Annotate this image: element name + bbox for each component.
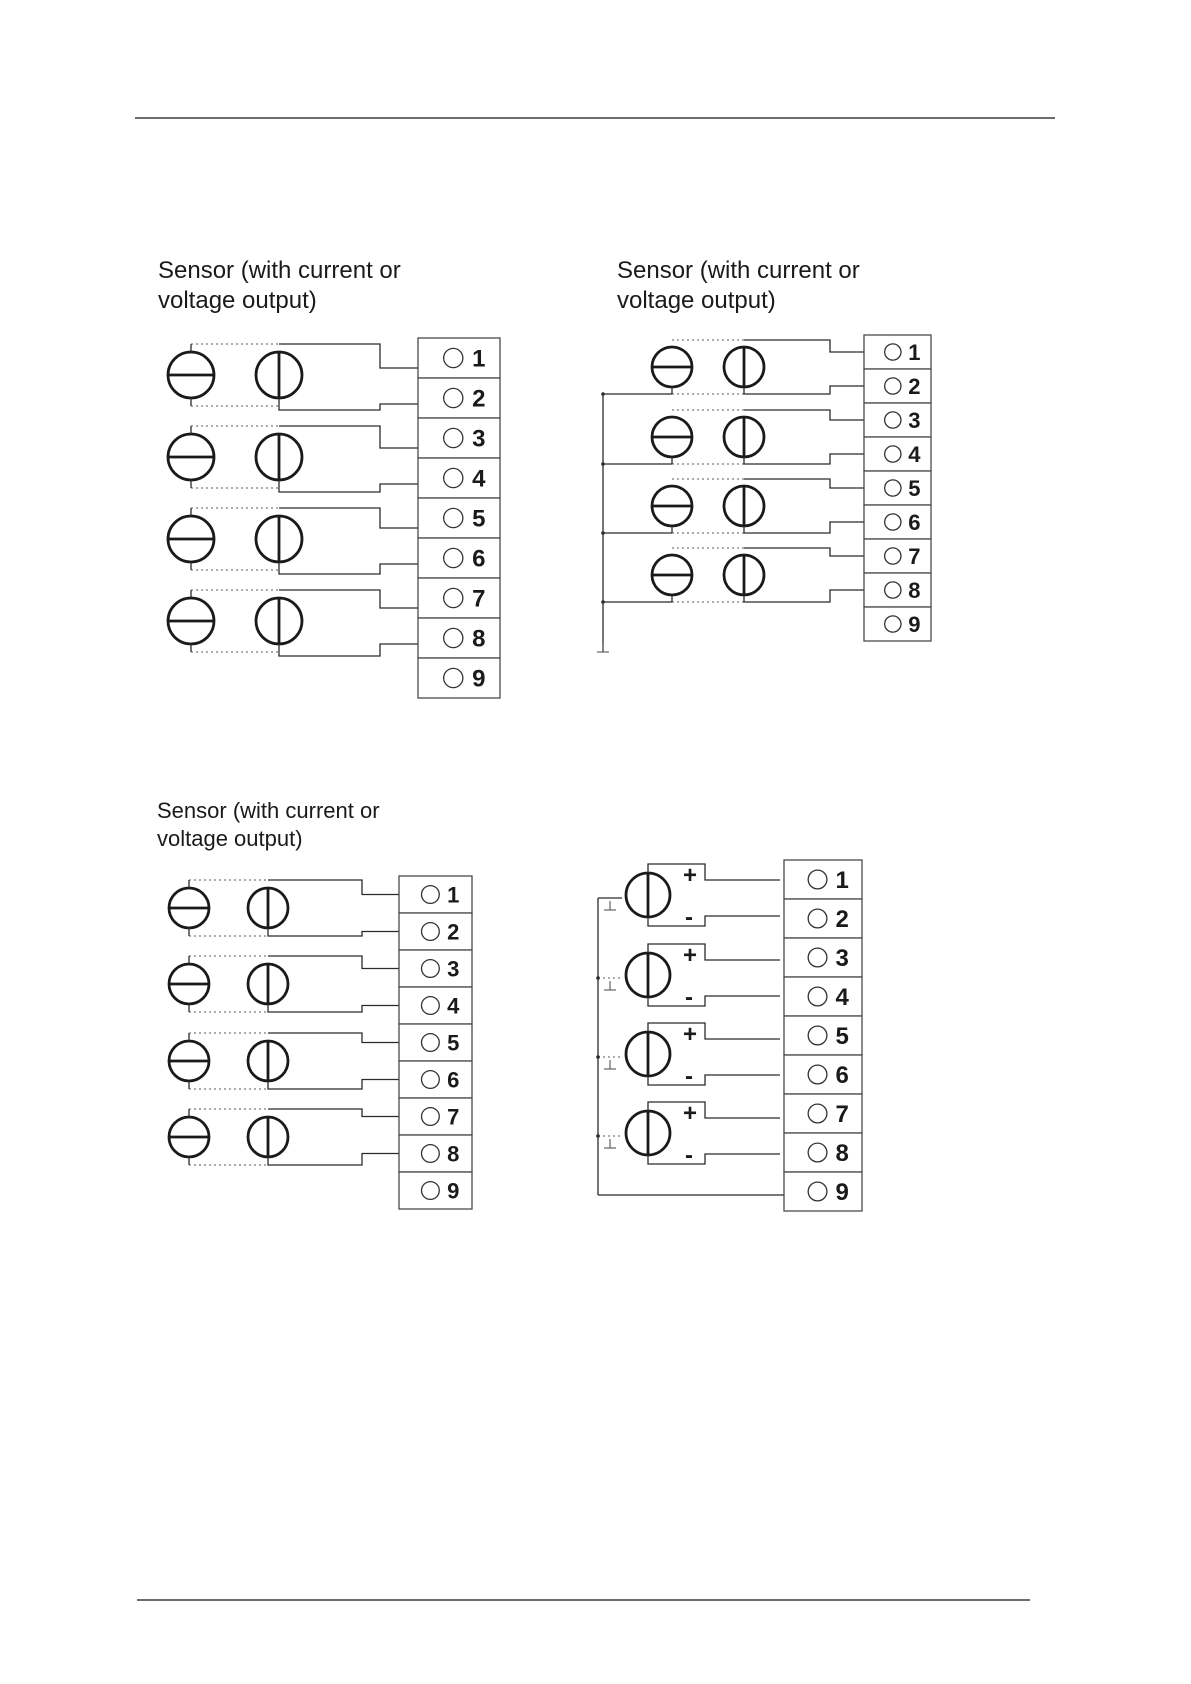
sensor-channel	[168, 426, 418, 492]
terminal-number: 4	[472, 465, 486, 493]
source-channel	[596, 1021, 780, 1090]
terminal-screw-icon	[444, 628, 463, 647]
wiring-diagram-a	[168, 338, 500, 698]
sensor-channel	[601, 548, 864, 604]
wire	[744, 454, 864, 464]
terminal-number: 7	[835, 1101, 849, 1129]
junction-dot	[601, 600, 605, 604]
terminal-number: 5	[835, 1023, 849, 1051]
wire	[279, 508, 418, 528]
terminal-number: 9	[835, 1179, 849, 1207]
source-channel	[604, 862, 780, 931]
terminal-screw-icon	[885, 378, 901, 394]
terminal-number: 7	[908, 543, 921, 569]
wiring-diagram-d	[596, 860, 862, 1211]
wire	[648, 1154, 780, 1164]
junction-dot	[596, 976, 600, 980]
terminal-number: 4	[908, 441, 921, 467]
terminal-number: 8	[835, 1140, 849, 1168]
terminal-number: 7	[447, 1104, 460, 1130]
junction-dot	[596, 1055, 600, 1059]
wire	[744, 522, 864, 533]
caption-line: Sensor (with current or	[157, 798, 380, 823]
wire	[279, 480, 418, 492]
terminal-number: 9	[447, 1178, 460, 1204]
terminal-screw-icon	[444, 548, 463, 567]
sensor-channel	[169, 956, 399, 1012]
polarity-plus: +	[683, 1021, 698, 1048]
terminal-number: 3	[835, 945, 849, 973]
wire	[268, 1004, 399, 1012]
wire	[268, 880, 399, 895]
sensor-channel	[168, 344, 418, 410]
terminal-number: 8	[472, 625, 486, 653]
polarity-minus: -	[685, 1142, 693, 1169]
terminal-number: 5	[472, 505, 486, 533]
polarity-minus: -	[685, 904, 693, 931]
terminal-number: 5	[908, 475, 921, 501]
polarity-plus: +	[683, 862, 698, 889]
terminal-screw-icon	[422, 1108, 440, 1126]
wire	[648, 1075, 780, 1085]
terminal-number: 6	[908, 509, 921, 535]
terminal-block	[399, 876, 472, 1209]
terminal-number: 8	[908, 577, 921, 603]
terminal-screw-icon	[808, 1104, 827, 1123]
terminal-number: 6	[447, 1067, 460, 1093]
terminal-screw-icon	[422, 997, 440, 1015]
wire	[279, 562, 418, 574]
terminal-number: 6	[835, 1062, 849, 1090]
terminal-number: 6	[472, 545, 486, 573]
terminal-number: 4	[447, 993, 460, 1019]
terminal-screw-icon	[422, 923, 440, 941]
terminal-screw-icon	[885, 344, 901, 360]
terminal-number: 4	[835, 984, 849, 1012]
caption-line: voltage output)	[617, 287, 776, 315]
sensor-channel	[169, 880, 399, 936]
wire	[744, 340, 864, 352]
wire	[279, 644, 418, 656]
terminal-screw-icon	[885, 548, 901, 564]
terminal-screw-icon	[808, 1182, 827, 1201]
wire	[268, 956, 399, 969]
wire	[744, 386, 864, 394]
terminal-number: 3	[908, 407, 921, 433]
terminal-number: 9	[908, 611, 921, 637]
terminal-screw-icon	[885, 514, 901, 530]
wire	[268, 1080, 399, 1090]
wire	[648, 864, 780, 880]
junction-dot	[601, 392, 605, 396]
terminal-number: 8	[447, 1141, 460, 1167]
terminal-number: 2	[447, 919, 460, 945]
sensor-channel	[169, 1033, 399, 1089]
terminal-screw-icon	[885, 582, 901, 598]
wire	[268, 1033, 399, 1043]
wire	[268, 1109, 399, 1117]
sensor-channel	[168, 590, 418, 656]
junction-dot	[596, 1134, 600, 1138]
polarity-plus: +	[683, 1100, 698, 1127]
wire	[648, 916, 780, 926]
wire	[648, 1023, 780, 1039]
polarity-minus: -	[685, 1063, 693, 1090]
terminal-screw-icon	[885, 412, 901, 428]
sensor-channel	[169, 1109, 399, 1165]
terminal-screw-icon	[422, 1071, 440, 1089]
caption-line: voltage output)	[158, 287, 317, 315]
terminal-screw-icon	[422, 960, 440, 978]
terminal-number: 1	[472, 345, 486, 373]
wiring-diagram-b	[597, 335, 931, 652]
terminal-screw-icon	[422, 886, 440, 904]
wiring-diagram-c	[169, 876, 472, 1209]
terminal-number: 2	[835, 906, 849, 934]
sensor-channel	[601, 410, 864, 466]
terminal-number: 3	[472, 425, 486, 453]
terminal-number: 1	[835, 867, 849, 895]
terminal-block	[784, 860, 862, 1211]
terminal-screw-icon	[422, 1182, 440, 1200]
terminal-screw-icon	[444, 348, 463, 367]
terminal-screw-icon	[808, 909, 827, 928]
terminal-number: 9	[472, 665, 486, 693]
terminal-screw-icon	[444, 388, 463, 407]
terminal-number: 7	[472, 585, 486, 613]
terminal-block	[418, 338, 500, 698]
terminal-screw-icon	[808, 1065, 827, 1084]
caption-line: Sensor (with current or	[617, 257, 860, 284]
wire	[268, 1154, 399, 1166]
source-channel	[596, 1100, 780, 1169]
terminal-screw-icon	[444, 428, 463, 447]
terminal-block	[864, 335, 931, 641]
caption-line: voltage output)	[157, 825, 303, 851]
polarity-plus: +	[683, 942, 698, 969]
junction-dot	[601, 531, 605, 535]
terminal-screw-icon	[885, 480, 901, 496]
wire	[648, 944, 780, 960]
wire	[744, 410, 864, 420]
terminal-number: 3	[447, 956, 460, 982]
terminal-screw-icon	[422, 1145, 440, 1163]
terminal-number: 1	[447, 882, 460, 908]
wire	[744, 479, 864, 488]
terminal-screw-icon	[444, 508, 463, 527]
terminal-number: 2	[472, 385, 486, 413]
wire	[268, 928, 399, 936]
terminal-screw-icon	[885, 446, 901, 462]
sensor-channel	[168, 508, 418, 574]
terminal-number: 2	[908, 373, 921, 399]
terminal-screw-icon	[808, 1143, 827, 1162]
footer-rule	[137, 1599, 1030, 1601]
terminal-screw-icon	[808, 1026, 827, 1045]
terminal-screw-icon	[808, 870, 827, 889]
terminal-number: 1	[908, 339, 921, 365]
terminal-screw-icon	[422, 1034, 440, 1052]
source-channel	[596, 942, 780, 1011]
wire	[279, 398, 418, 410]
wire	[744, 590, 864, 602]
terminal-screw-icon	[808, 948, 827, 967]
sensor-channel	[601, 340, 864, 396]
terminal-number: 5	[447, 1030, 460, 1056]
sensor-channel	[601, 479, 864, 535]
terminal-screw-icon	[885, 616, 901, 632]
terminal-screw-icon	[808, 987, 827, 1006]
wire	[744, 548, 864, 556]
wire	[648, 1102, 780, 1118]
terminal-screw-icon	[444, 588, 463, 607]
wire	[279, 590, 418, 608]
caption-line: Sensor (with current or	[158, 257, 401, 284]
terminal-screw-icon	[444, 468, 463, 487]
polarity-minus: -	[685, 984, 693, 1011]
wire	[648, 996, 780, 1006]
terminal-screw-icon	[444, 668, 463, 687]
junction-dot	[601, 462, 605, 466]
